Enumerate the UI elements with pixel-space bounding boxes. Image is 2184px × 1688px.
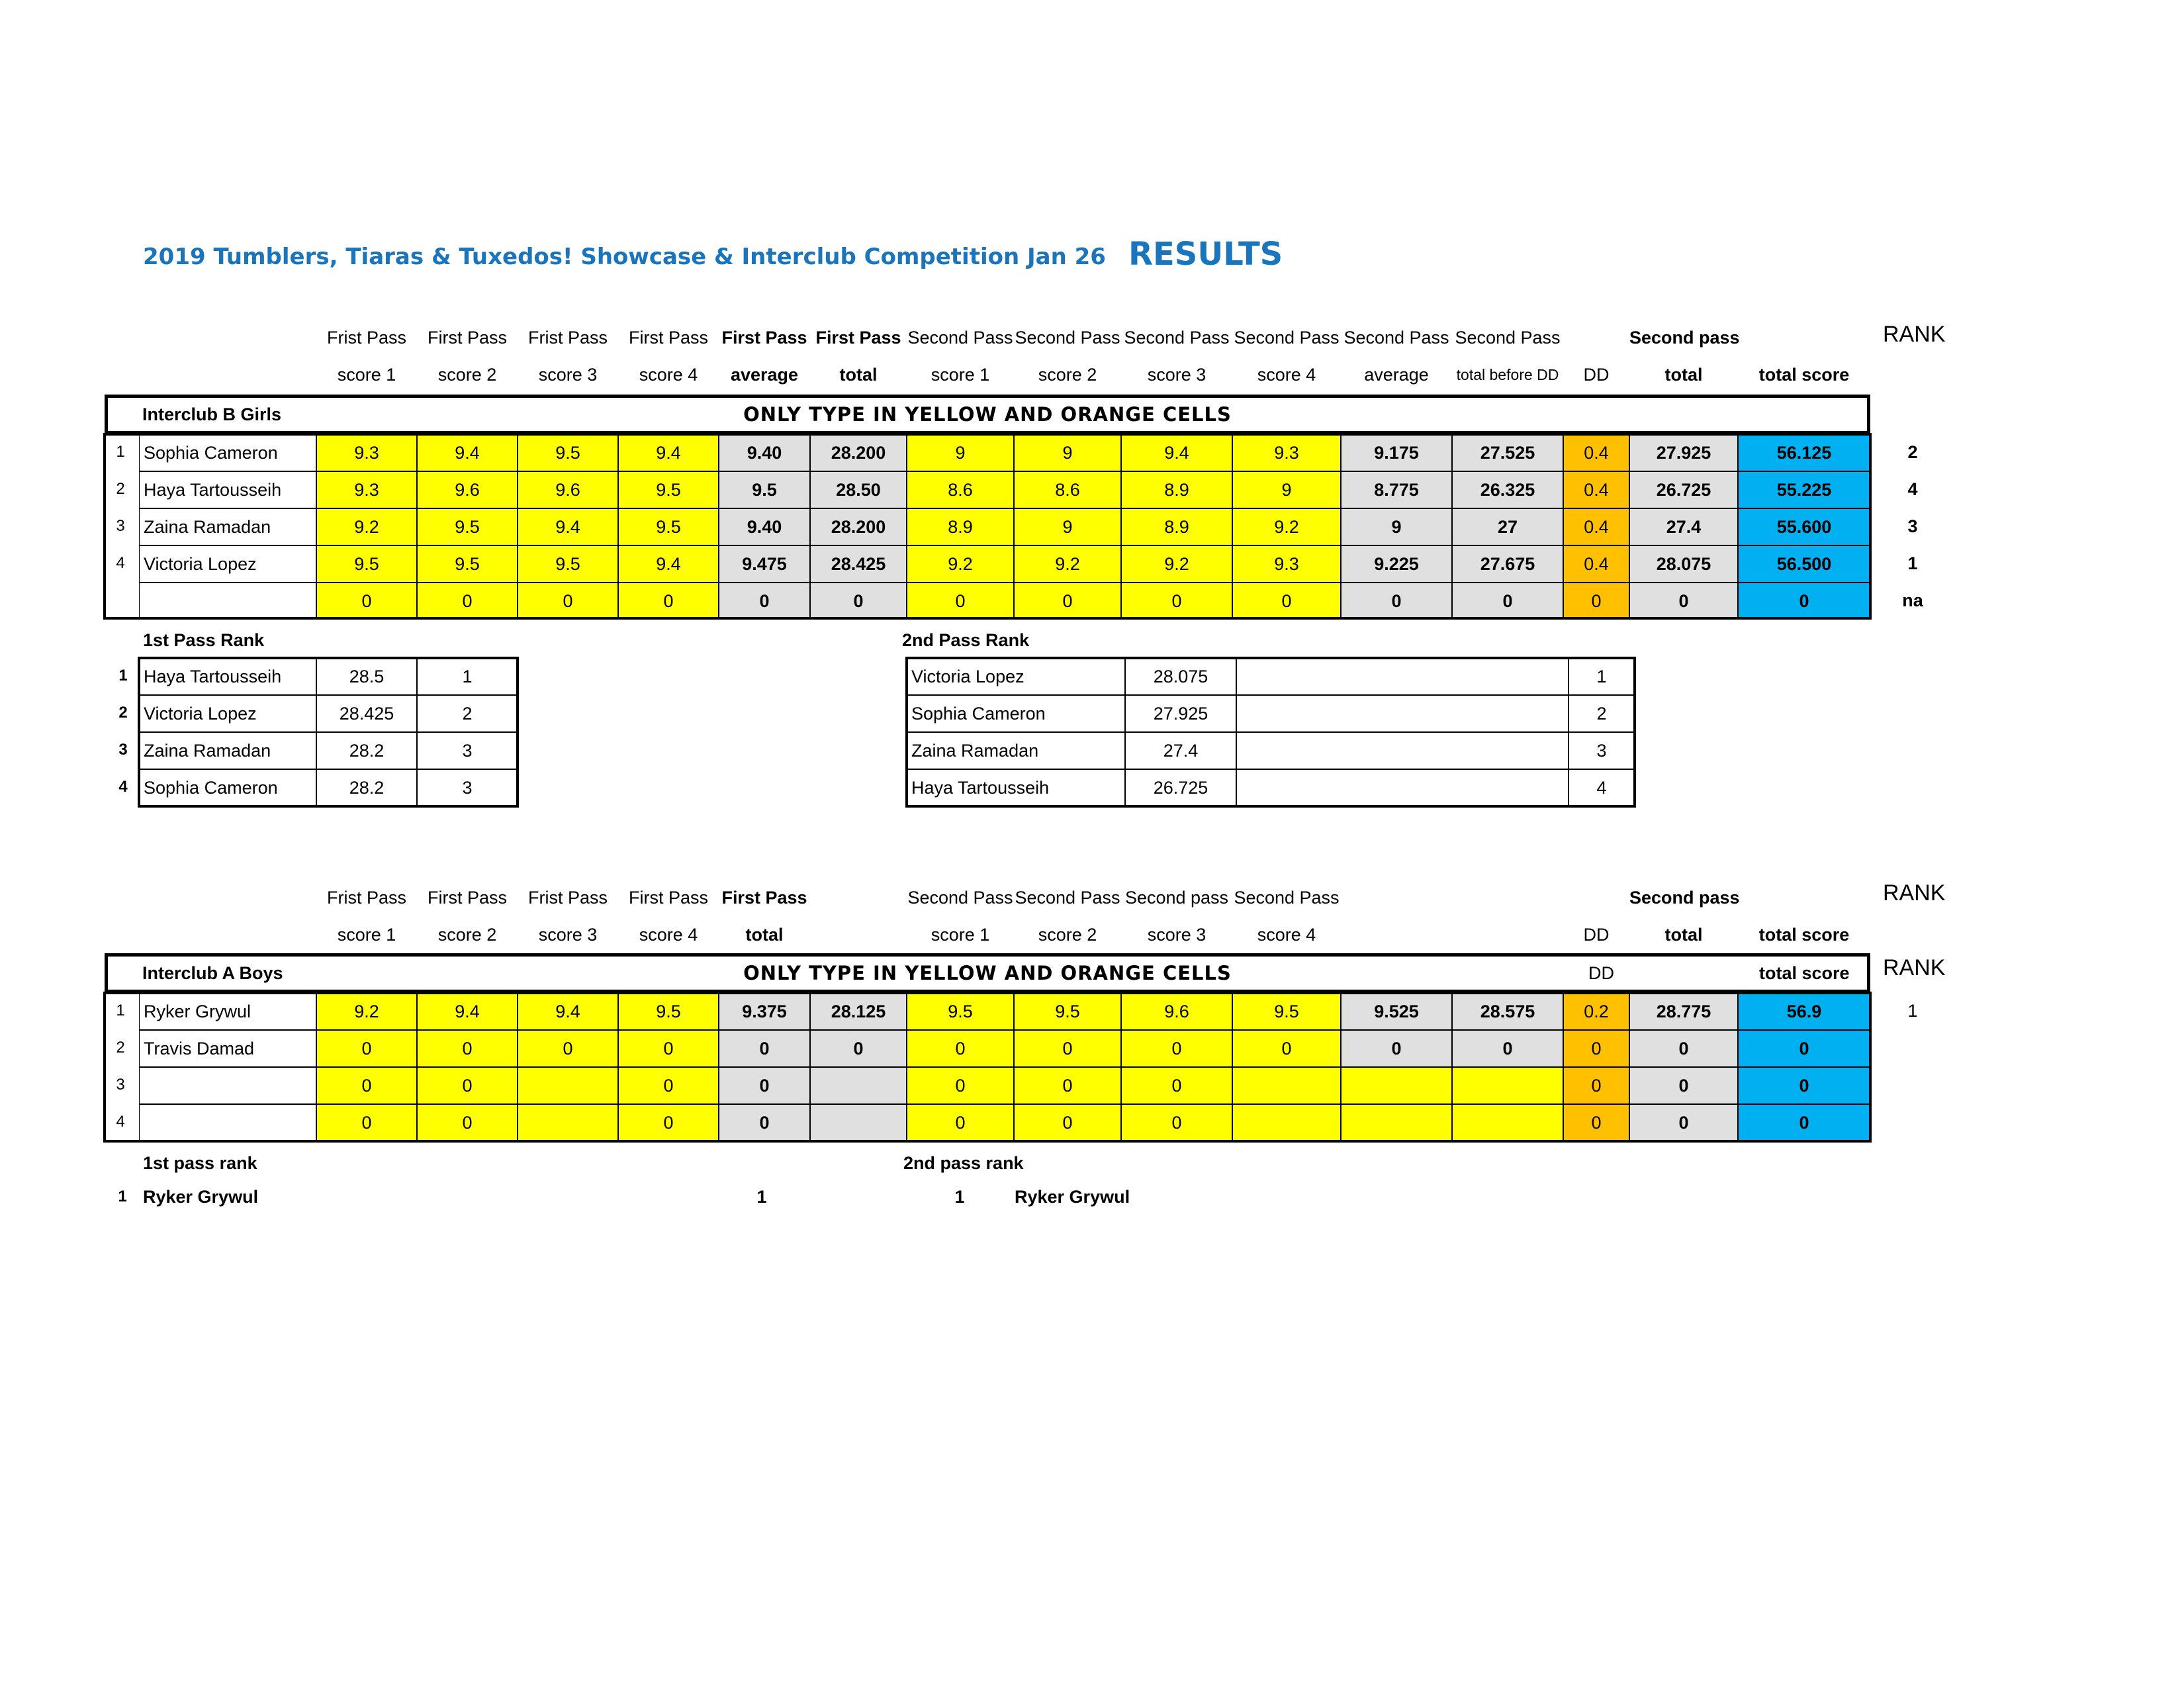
girls-score-cell[interactable]: 9.6 (417, 471, 518, 508)
boys-score-cell: 0 (1738, 1104, 1870, 1141)
boys-score-cell[interactable]: 0 (618, 1067, 719, 1104)
boys-header-top-2: First Pass (427, 888, 507, 908)
girls-fpr-total: 28.2 (316, 732, 417, 769)
girls-score-cell[interactable]: 8.6 (1014, 471, 1121, 508)
girls-score-cell: 28.200 (810, 434, 907, 471)
boys-second-pass-rank-label: 2nd pass rank (903, 1153, 1024, 1173)
girls-header-top-1: Frist Pass (326, 328, 406, 348)
girls-score-cell: 56.500 (1738, 545, 1870, 583)
girls-row-name[interactable]: Victoria Lopez (139, 545, 316, 583)
boys-score-cell: 56.9 (1738, 993, 1870, 1030)
girls-score-cell[interactable]: 0 (1121, 583, 1232, 620)
girls-score-cell[interactable]: 9.5 (618, 508, 719, 545)
girls-fpr-total: 28.425 (316, 695, 417, 732)
girls-score-cell[interactable]: 0 (618, 583, 719, 620)
girls-header-top-10: Second Pass (1234, 328, 1340, 348)
boys-header-sub-5: total (745, 925, 784, 945)
girls-score-cell: 55.600 (1738, 508, 1870, 545)
girls-header-top-9: Second Pass (1124, 328, 1230, 348)
girls-score-cell[interactable]: 9.4 (417, 434, 518, 471)
girls-header-top-6: First Pass (815, 328, 901, 348)
boys-score-cell: 0 (719, 1104, 810, 1141)
girls-spr-total: 28.075 (1125, 658, 1236, 695)
girls-score-cell[interactable]: 0 (1014, 583, 1121, 620)
boys-score-cell[interactable] (1232, 1104, 1341, 1141)
boys-header-top-10: Second Pass (1234, 888, 1340, 908)
boys-header-sub-15: total score (1758, 925, 1850, 945)
girls-score-cell[interactable]: 9.4 (518, 508, 618, 545)
girls-score-cell[interactable]: 9.5 (518, 545, 618, 583)
boys-score-cell[interactable]: 0 (1014, 1067, 1121, 1104)
boys-header-sub-7: score 1 (931, 925, 990, 945)
girls-fpr-rank: 3 (417, 769, 518, 806)
boys-score-cell[interactable]: 0 (1121, 1104, 1232, 1141)
boys-score-cell[interactable]: 0 (1563, 1030, 1629, 1067)
boys-score-cell (810, 1104, 907, 1141)
boys-score-cell[interactable]: 0 (1563, 1104, 1629, 1141)
girls-score-cell: 9.5 (719, 471, 810, 508)
boys-header-sub-6 (810, 917, 907, 953)
results-heading: RESULTS (1128, 236, 1283, 273)
girls-header-top-7: Second Pass (907, 328, 1013, 348)
girls-header-top-5: First Pass (721, 328, 807, 348)
boys-score-cell[interactable]: 9.4 (417, 993, 518, 1030)
boys-row-name[interactable]: Ryker Grywul (139, 993, 316, 1030)
girls-score-cell: 27 (1452, 508, 1563, 545)
girls-division-banner (105, 395, 1870, 434)
girls-score-cell: 27.4 (1629, 508, 1738, 545)
boys-division-label: Interclub A Boys (142, 963, 283, 983)
girls-score-cell[interactable]: 9.5 (417, 508, 518, 545)
boys-row-rank (1886, 1104, 1939, 1141)
girls-spr-blank (1236, 658, 1569, 695)
girls-header-sub-14: total (1664, 365, 1703, 385)
girls-score-cell: 0 (719, 583, 810, 620)
girls-score-cell: 28.425 (810, 545, 907, 583)
boys-header-sub-3: score 3 (538, 925, 598, 945)
girls-score-cell[interactable]: 9 (1014, 508, 1121, 545)
girls-first-pass-rank-label: 1st Pass Rank (143, 630, 265, 650)
girls-spr-name: Haya Tartousseih (907, 769, 1125, 806)
girls-score-cell: 9.225 (1341, 545, 1452, 583)
girls-score-cell: 9.40 (719, 434, 810, 471)
girls-score-cell: 0 (1629, 583, 1738, 620)
boys-second-rank-name: Ryker Grywul (1015, 1187, 1130, 1207)
boys-score-cell[interactable]: 0 (1121, 1067, 1232, 1104)
girls-header-top-14: Second pass (1629, 328, 1740, 348)
boys-score-cell[interactable]: 9.5 (907, 993, 1014, 1030)
boys-row-rank (1886, 1030, 1939, 1067)
boys-header-sub-8: score 2 (1038, 925, 1097, 945)
boys-score-cell[interactable]: 0 (417, 1030, 518, 1067)
boys-score-cell: 0 (719, 1030, 810, 1067)
boys-header-top-7: Second Pass (907, 888, 1013, 908)
girls-fpr-rank: 3 (417, 732, 518, 769)
boys-score-cell[interactable]: 9.2 (316, 993, 417, 1030)
boys-row-index: 1 (116, 1002, 125, 1019)
girls-score-cell: 9.40 (719, 508, 810, 545)
girls-spr-blank (1236, 695, 1569, 732)
boys-score-cell[interactable] (1341, 1104, 1452, 1141)
boys-score-cell: 0 (1738, 1067, 1870, 1104)
boys-score-cell (810, 1067, 907, 1104)
girls-spr-total: 27.925 (1125, 695, 1236, 732)
girls-score-cell[interactable]: 0.4 (1563, 545, 1629, 583)
girls-score-cell[interactable]: 9.3 (316, 471, 417, 508)
girls-score-cell: 0 (1341, 583, 1452, 620)
girls-score-cell[interactable]: 9.3 (1232, 545, 1341, 583)
boys-header-sub-13: DD (1583, 925, 1610, 945)
boys-header-top-5: First Pass (721, 888, 807, 908)
girls-fpr-name: Sophia Cameron (139, 769, 316, 806)
girls-row-index: 2 (116, 480, 125, 498)
girls-header-sub-13: DD (1583, 365, 1610, 385)
boys-score-cell: 9.525 (1341, 993, 1452, 1030)
boys-division-banner (105, 953, 1870, 993)
girls-score-cell[interactable]: 0.4 (1563, 471, 1629, 508)
boys-score-cell[interactable]: 9.4 (518, 993, 618, 1030)
boys-row-rank: 1 (1907, 1001, 1918, 1021)
boys-header-top-12 (1452, 880, 1563, 916)
boys-header-top-13 (1563, 880, 1629, 916)
girls-score-cell[interactable]: 9.6 (518, 471, 618, 508)
boys-score-cell: 0 (1341, 1030, 1452, 1067)
boys-score-cell: 0 (1452, 1030, 1563, 1067)
boys-header-sub-9: score 3 (1147, 925, 1206, 945)
boys-first-rank-index: 1 (118, 1188, 127, 1205)
boys-header-top-1: Frist Pass (326, 888, 406, 908)
girls-row-rank: na (1902, 590, 1923, 610)
girls-score-cell: 0 (1452, 583, 1563, 620)
girls-score-cell[interactable]: 0 (1232, 583, 1341, 620)
girls-score-cell[interactable]: 9 (907, 434, 1014, 471)
girls-score-cell[interactable]: 9.2 (907, 545, 1014, 583)
boys-score-cell[interactable]: 0 (907, 1030, 1014, 1067)
girls-fpr-rank: 1 (417, 658, 518, 695)
girls-row-name[interactable] (139, 583, 316, 620)
girls-header-sub-11: average (1364, 365, 1429, 385)
boys-header-sub-10: score 4 (1257, 925, 1316, 945)
girls-score-cell: 28.50 (810, 471, 907, 508)
boys-row-index: 4 (116, 1113, 125, 1131)
girls-score-cell[interactable]: 8.9 (1121, 508, 1232, 545)
boys-header-top-14: Second pass (1629, 888, 1740, 908)
girls-score-cell[interactable]: 9 (1232, 471, 1341, 508)
girls-fpr-index: 4 (118, 778, 128, 796)
boys-header-top-9: Second pass (1124, 888, 1229, 908)
boys-score-cell[interactable]: 0 (417, 1067, 518, 1104)
girls-header-sub-7: score 1 (931, 365, 990, 385)
girls-score-cell: 26.725 (1629, 471, 1738, 508)
boys-header-top-3: Frist Pass (527, 888, 608, 908)
boys-score-cell[interactable]: 0 (1232, 1030, 1341, 1067)
girls-row-rank: 4 (1907, 479, 1918, 499)
girls-score-cell[interactable]: 9.2 (1014, 545, 1121, 583)
girls-score-cell[interactable]: 9.4 (618, 434, 719, 471)
girls-score-cell[interactable]: 8.9 (1121, 471, 1232, 508)
girls-header-top-15 (1738, 320, 1870, 356)
girls-score-cell: 8.775 (1341, 471, 1452, 508)
girls-header-top-4: First Pass (628, 328, 708, 348)
girls-score-cell[interactable]: 9.5 (518, 434, 618, 471)
girls-score-cell[interactable]: 9.5 (417, 545, 518, 583)
boys-notice: ONLY TYPE IN YELLOW AND ORANGE CELLS (743, 962, 1232, 984)
boys-header-top-15 (1738, 880, 1870, 916)
boys-banner-rank: RANK (1883, 955, 1946, 980)
girls-header-top-11: Second Pass (1343, 328, 1449, 348)
girls-header-sub-6: total (839, 365, 878, 385)
girls-header-sub-9: score 3 (1147, 365, 1206, 385)
boys-banner-dd: DD (1588, 963, 1614, 983)
girls-header-sub-5: average (730, 365, 799, 385)
girls-header-sub-15: total score (1758, 365, 1850, 385)
girls-score-cell[interactable]: 9.2 (1121, 545, 1232, 583)
girls-score-cell: 55.225 (1738, 471, 1870, 508)
girls-fpr-total: 28.5 (316, 658, 417, 695)
boys-score-cell[interactable] (518, 1104, 618, 1141)
girls-row-index: 3 (116, 517, 125, 535)
boys-score-cell: 0 (1738, 1030, 1870, 1067)
boys-row-name[interactable]: Travis Damad (139, 1030, 316, 1067)
boys-score-cell[interactable]: 0 (907, 1104, 1014, 1141)
girls-spr-total: 26.725 (1125, 769, 1236, 806)
girls-header-top-12: Second Pass (1455, 328, 1561, 348)
boys-row-index: 2 (116, 1039, 125, 1056)
girls-score-cell: 26.325 (1452, 471, 1563, 508)
girls-fpr-name: Victoria Lopez (139, 695, 316, 732)
girls-score-cell[interactable]: 0 (417, 583, 518, 620)
girls-row-rank: 3 (1907, 516, 1918, 536)
girls-score-cell[interactable]: 0.4 (1563, 434, 1629, 471)
boys-score-cell[interactable]: 0 (1014, 1104, 1121, 1141)
girls-score-cell[interactable]: 9.3 (1232, 434, 1341, 471)
boys-score-cell[interactable] (1452, 1067, 1563, 1104)
boys-score-cell: 28.125 (810, 993, 907, 1030)
boys-header-top-6 (810, 880, 907, 916)
girls-header-sub-12: total before DD (1456, 366, 1559, 383)
girls-row-index (107, 583, 134, 620)
girls-score-cell[interactable]: 9 (1014, 434, 1121, 471)
girls-spr-rank: 1 (1569, 658, 1635, 695)
boys-score-cell[interactable]: 0 (1563, 1067, 1629, 1104)
boys-header-top-4: First Pass (628, 888, 708, 908)
girls-row-index: 4 (116, 554, 125, 572)
girls-score-cell[interactable]: 0.4 (1563, 508, 1629, 545)
boys-header-sub-4: score 4 (639, 925, 698, 945)
girls-spr-rank: 2 (1569, 695, 1635, 732)
boys-header-sub-2: score 2 (437, 925, 497, 945)
girls-spr-total: 27.4 (1125, 732, 1236, 769)
boys-score-cell[interactable]: 9.6 (1121, 993, 1232, 1030)
girls-score-cell[interactable]: 9.3 (316, 434, 417, 471)
boys-score-cell[interactable]: 9.5 (618, 993, 719, 1030)
girls-score-cell[interactable]: 9.4 (618, 545, 719, 583)
girls-spr-blank (1236, 732, 1569, 769)
boys-score-cell: 9.375 (719, 993, 810, 1030)
girls-row-name[interactable]: Sophia Cameron (139, 434, 316, 471)
girls-score-cell[interactable]: 9.5 (316, 545, 417, 583)
girls-score-cell: 9.175 (1341, 434, 1452, 471)
boys-score-cell[interactable]: 0 (316, 1030, 417, 1067)
girls-division-label: Interclub B Girls (142, 404, 282, 424)
girls-fpr-index: 1 (118, 667, 128, 684)
girls-score-cell[interactable]: 8.9 (907, 508, 1014, 545)
girls-notice: ONLY TYPE IN YELLOW AND ORANGE CELLS (743, 403, 1232, 426)
boys-score-cell[interactable]: 0 (618, 1104, 719, 1141)
boys-score-cell[interactable] (1452, 1104, 1563, 1141)
girls-score-cell: 9 (1341, 508, 1452, 545)
girls-score-cell[interactable]: 9.4 (1121, 434, 1232, 471)
girls-row-rank: 2 (1907, 442, 1918, 462)
boys-header-sub-11 (1341, 917, 1452, 953)
boys-score-cell[interactable]: 0.2 (1563, 993, 1629, 1030)
girls-fpr-rank: 2 (417, 695, 518, 732)
boys-score-cell[interactable] (1341, 1067, 1452, 1104)
girls-score-cell: 28.200 (810, 508, 907, 545)
boys-first-rank-name: Ryker Grywul (143, 1187, 259, 1207)
boys-row-index: 3 (116, 1076, 125, 1094)
boys-header-top-11 (1341, 880, 1452, 916)
boys-row-rank (1886, 1067, 1939, 1104)
girls-fpr-total: 28.2 (316, 769, 417, 806)
girls-score-cell: 28.075 (1629, 545, 1738, 583)
boys-score-cell: 0 (1629, 1067, 1738, 1104)
girls-row-name[interactable]: Haya Tartousseih (139, 471, 316, 508)
girls-row-name[interactable]: Zaina Ramadan (139, 508, 316, 545)
boys-rank-header: RANK (1883, 880, 1946, 906)
girls-score-cell: 27.675 (1452, 545, 1563, 583)
girls-spr-name: Sophia Cameron (907, 695, 1125, 732)
boys-score-cell: 0 (810, 1030, 907, 1067)
girls-score-cell: 56.125 (1738, 434, 1870, 471)
girls-header-sub-10: score 4 (1257, 365, 1316, 385)
boys-score-cell[interactable]: 0 (518, 1030, 618, 1067)
boys-score-cell[interactable] (518, 1067, 618, 1104)
boys-score-cell: 28.775 (1629, 993, 1738, 1030)
girls-header-sub-1: score 1 (337, 365, 396, 385)
boys-first-pass-rank-label: 1st pass rank (143, 1153, 257, 1173)
girls-score-cell[interactable]: 0 (316, 583, 417, 620)
girls-spr-name: Zaina Ramadan (907, 732, 1125, 769)
boys-row-name[interactable] (139, 1104, 316, 1141)
girls-score-cell: 27.925 (1629, 434, 1738, 471)
boys-score-cell[interactable]: 0 (907, 1067, 1014, 1104)
boys-banner-total-score: total score (1759, 963, 1850, 983)
boys-header-sub-1: score 1 (337, 925, 396, 945)
boys-score-cell: 0 (719, 1067, 810, 1104)
girls-rank-header: RANK (1883, 322, 1946, 347)
girls-spr-blank (1236, 769, 1569, 806)
boys-score-cell[interactable]: 0 (417, 1104, 518, 1141)
girls-score-cell[interactable]: 9.5 (618, 471, 719, 508)
girls-header-top-13 (1563, 320, 1629, 356)
girls-score-cell: 27.525 (1452, 434, 1563, 471)
boys-header-sub-12 (1452, 917, 1563, 953)
girls-score-cell[interactable]: 8.6 (907, 471, 1014, 508)
boys-score-cell[interactable]: 0 (618, 1030, 719, 1067)
boys-first-rank-value: 1 (756, 1187, 767, 1207)
boys-score-cell[interactable]: 9.5 (1014, 993, 1121, 1030)
girls-header-top-2: First Pass (427, 328, 507, 348)
boys-header-top-8: Second Pass (1015, 888, 1120, 908)
girls-row-rank: 1 (1907, 553, 1918, 573)
girls-score-cell[interactable]: 9.2 (1232, 508, 1341, 545)
girls-score-cell[interactable]: 9.2 (316, 508, 417, 545)
boys-score-cell[interactable]: 0 (316, 1104, 417, 1141)
boys-score-cell[interactable] (1232, 1067, 1341, 1104)
boys-header-sub-14: total (1664, 925, 1703, 945)
girls-score-cell[interactable]: 0 (518, 583, 618, 620)
girls-header-sub-8: score 2 (1038, 365, 1097, 385)
girls-spr-name: Victoria Lopez (907, 658, 1125, 695)
boys-score-cell[interactable]: 0 (1121, 1030, 1232, 1067)
boys-score-cell: 28.575 (1452, 993, 1563, 1030)
girls-header-sub-3: score 3 (538, 365, 598, 385)
page-title: 2019 Tumblers, Tiaras & Tuxedos! Showcase & Interclub Competition Jan 26 (143, 244, 1106, 270)
girls-fpr-name: Haya Tartousseih (139, 658, 316, 695)
girls-header-top-3: Frist Pass (527, 328, 608, 348)
boys-score-cell[interactable]: 0 (1014, 1030, 1121, 1067)
girls-row-index: 1 (116, 443, 125, 461)
girls-header-top-8: Second Pass (1015, 328, 1120, 348)
girls-score-cell: 9.475 (719, 545, 810, 583)
girls-spr-rank: 4 (1569, 769, 1635, 806)
boys-row-name[interactable] (139, 1067, 316, 1104)
girls-score-cell: 0 (810, 583, 907, 620)
boys-score-cell: 0 (1629, 1030, 1738, 1067)
girls-score-cell[interactable]: 0 (907, 583, 1014, 620)
girls-second-pass-rank-label: 2nd Pass Rank (902, 630, 1030, 650)
girls-fpr-name: Zaina Ramadan (139, 732, 316, 769)
boys-score-cell[interactable]: 0 (316, 1067, 417, 1104)
girls-fpr-index: 2 (118, 704, 128, 722)
girls-spr-rank: 3 (1569, 732, 1635, 769)
girls-score-cell: 0 (1738, 583, 1870, 620)
girls-header-sub-4: score 4 (639, 365, 698, 385)
boys-score-cell: 0 (1629, 1104, 1738, 1141)
girls-score-cell[interactable]: 0 (1563, 583, 1629, 620)
boys-second-rank-value: 1 (954, 1187, 965, 1207)
girls-fpr-index: 3 (118, 741, 128, 759)
boys-score-cell[interactable]: 9.5 (1232, 993, 1341, 1030)
girls-header-sub-2: score 2 (437, 365, 497, 385)
